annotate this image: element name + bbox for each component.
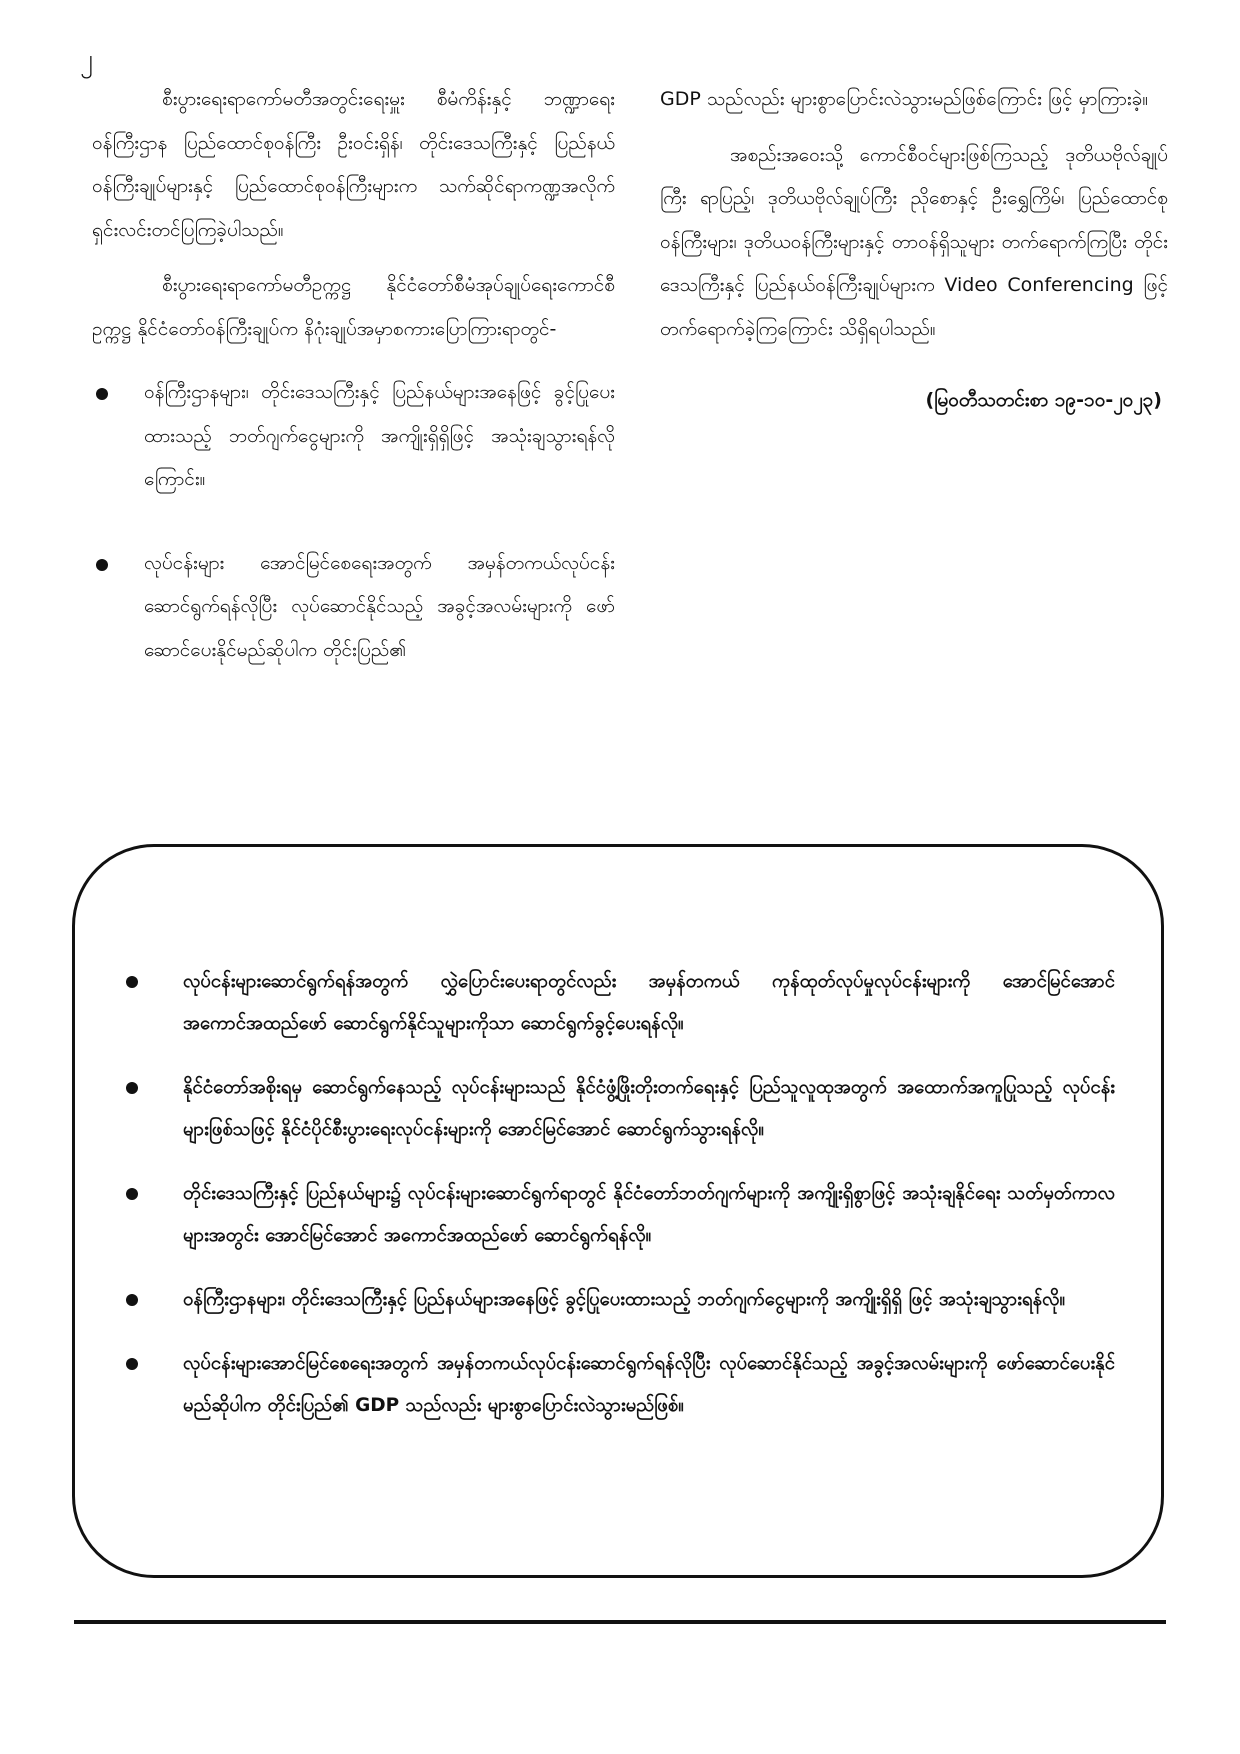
summary-bullet-item: နိုင်ငံတော်အစိုးရမှ ဆောင်ရွက်နေသည့် လုပ်ငန်းများသည် နိုင်ငံဖွံ့ဖြိုးတိုးတက်ရေးနှင့် ပြည်သူလူထုအတွက် အထောက်အကူပြုသည့် လုပ်ငန်းများဖြစ်သဖြင့် နိုင်ငံပိုင်စီးပွားရေးလုပ်ငန်းများကို အောင်မြင်အောင် ဆောင်ရွက်သွားရန်လို။	[121, 1067, 1115, 1151]
body-paragraph: စီးပွားရေးရာကော်မတီအတွင်းရေးမှူး စီမံကိန်းနှင့် ဘဏ္ဍာရေးဝန်ကြီးဌာန ပြည်ထောင်စုဝန်ကြီး ဦးဝင်းရှိန်၊ တိုင်းဒေသကြီးနှင့် ပြည်နယ်ဝန်ကြီးချုပ်များနှင့် ပြည်ထောင်စုဝန်ကြီးများက သက်ဆိုင်ရာကဏ္ဍအလိုက် ရှင်းလင်းတင်ပြကြခဲ့ပါသည်။	[92, 88, 615, 241]
bullet-item: လုပ်ငန်းများ အောင်မြင်စေရေးအတွက် အမှန်တကယ်လုပ်ငန်းဆောင်ရွက်ရန်လိုပြီး လုပ်ဆောင်နိုင်သည့် အခွင့်အလမ်းများကို ဖော်ဆောင်ပေးနိုင်မည်ဆိုပါက တိုင်းပြည်၏	[92, 542, 615, 673]
footer-rule	[74, 1620, 1166, 1624]
summary-bullet-item: လုပ်ငန်းများအောင်မြင်စေရေးအတွက် အမှန်တကယ်လုပ်ငန်းဆောင်ရွက်ရန်လိုပြီး လုပ်ဆောင်နိုင်သည့် အခွင့်အလမ်းများကို ဖော်ဆောင်ပေးနိုင်မည်ဆိုပါက တိုင်းပြည်၏ GDP သည်လည်း များစွာပြောင်းလဲသွားမည်ဖြစ်။	[121, 1343, 1115, 1427]
left-column	[92, 78, 615, 712]
bullet-item: ဝန်ကြီးဌာနများ၊ တိုင်းဒေသကြီးနှင့် ပြည်နယ်များအနေဖြင့် ခွင့်ပြုပေးထားသည့် ဘတ်ဂျက်ငွေများကို အကျိုးရှိရှိဖြင့် အသုံးချသွားရန်လိုကြောင်း။	[92, 371, 615, 502]
summary-bullet-item: လုပ်ငန်းများဆောင်ရွက်ရန်အတွက် လွှဲပြောင်းပေးရာတွင်လည်း အမှန်တကယ် ကုန်ထုတ်လုပ်မှုလုပ်ငန်းများကို အောင်မြင်အောင် အကောင်အထည်ဖော် ဆောင်ရွက်နိုင်သူများကိုသာ ဆောင်ရွက်ခွင့်ပေးရန်လို။	[121, 961, 1115, 1045]
summary-bullet-list	[121, 961, 1115, 1449]
summary-bullet-item: ဝန်ကြီးဌာနများ၊ တိုင်းဒေသကြီးနှင့် ပြည်နယ်များအနေဖြင့် ခွင့်ပြုပေးထားသည့် ဘတ်ဂျက်ငွေများကို အကျိုးရှိရှိ ဖြင့် အသုံးချသွားရန်လို။	[121, 1279, 1115, 1321]
body-paragraph: အစည်းအဝေးသို့ ကောင်စီဝင်များဖြစ်ကြသည့် ဒုတိယဗိုလ်ချုပ်ကြီး ရာပြည့်၊ ဒုတိယဗိုလ်ချုပ်ကြီး ညိုစောနှင့် ဦးရွှေကြိမ်၊ ပြည်ထောင်စုဝန်ကြီးများ၊ ဒုတိယဝန်ကြီးများနှင့် တာဝန်ရှိသူများ တက်ရောက်ကြပြီး တိုင်းဒေသကြီးနှင့် ပြည်နယ်ဝန်ကြီးချုပ်များက Video Conferencing ဖြင့် တက်ရောက်ခဲ့ကြကြောင်း သိရှိရပါသည်။	[660, 143, 1168, 340]
body-paragraph: စီးပွားရေးရာကော်မတီဥက္ကဋ္ဌ နိုင်ငံတော်စီမံအုပ်ချုပ်ရေးကောင်စီဥက္ကဋ္ဌ နိုင်ငံတော်ဝန်ကြီးချုပ်က နိဂုံးချုပ်အမှာစကားပြောကြားရာတွင်-	[92, 274, 615, 340]
source-citation: (မြဝတီသတင်းစာ ၁၉-၁၀-၂၀၂၃)	[925, 389, 1162, 411]
summary-bullet-item: တိုင်းဒေသကြီးနှင့် ပြည်နယ်များ၌ လုပ်ငန်းများဆောင်ရွက်ရာတွင် နိုင်ငံတော်ဘတ်ဂျက်များကို အကျိုးရှိစွာဖြင့် အသုံးချနိုင်ရေး သတ်မှတ်ကာလများအတွင်း အောင်မြင်အောင် အကောင်အထည်ဖော် ဆောင်ရွက်ရန်လို။	[121, 1173, 1115, 1257]
right-column	[660, 78, 1168, 423]
summary-box	[72, 844, 1164, 1578]
page-number: ၂	[80, 44, 93, 74]
continued-paragraph: GDP သည်လည်း များစွာပြောင်းလဲသွားမည်ဖြစ်ကြောင်း ဖြင့် မှာကြားခဲ့။	[660, 88, 1149, 110]
bullet-list	[92, 371, 615, 672]
